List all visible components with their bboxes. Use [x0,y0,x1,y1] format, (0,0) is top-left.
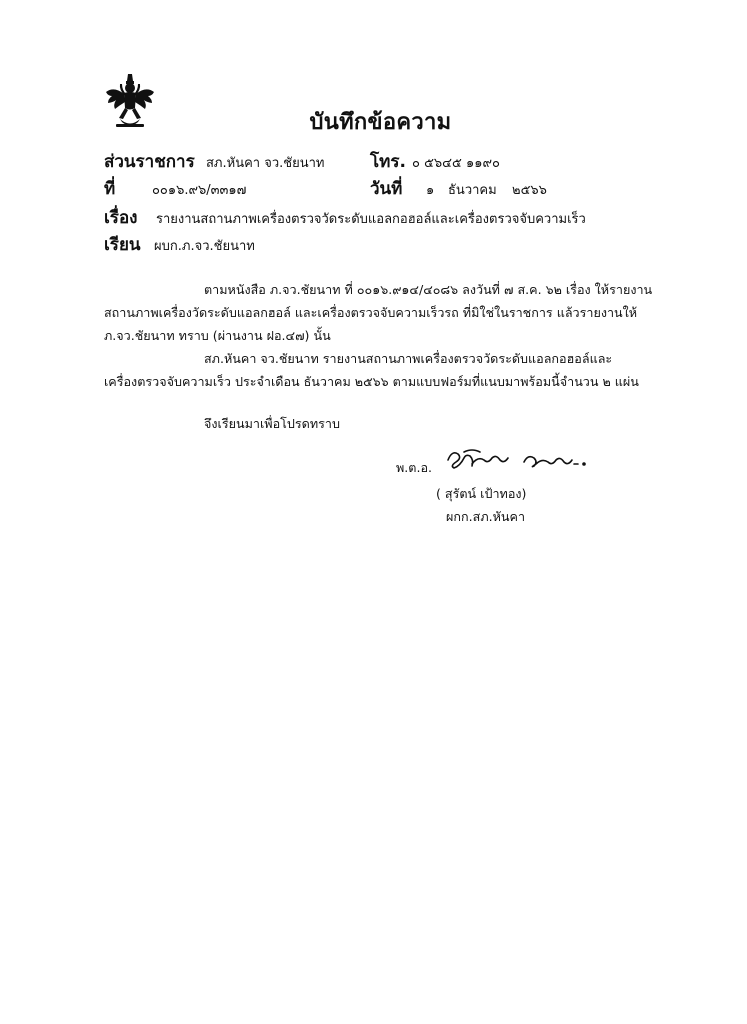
memo-title: บันทึกข้อความ [309,110,452,135]
handwritten-signature [444,446,590,474]
number-value: ๐๐๑๖.๙๖/๓๓๑๗ [152,183,247,198]
date-year: ๒๕๖๖ [512,183,547,198]
subject-value: รายงานสถานภาพเครื่องตรวจวัดระดับแอลกอฮอล์และเครื่องตรวจจับความเร็ว [156,212,586,227]
department-label: ส่วนราชการ [104,152,195,172]
body-paragraph-1-line-1: ตามหนังสือ ภ.จว.ชัยนาท ที่ ๐๐๑๖.๙๑๔/๔๐๘๖ ลงวันที่ ๗ ส.ค. ๖๒ เรื่อง ให้รายงาน [204,282,653,297]
signer-rank: พ.ต.อ. [396,460,433,475]
phone-value: ๐ ๕๖๔๕ ๑๑๙๐ [412,156,500,171]
signer-name: ( สุรัตน์ เป้าทอง) [436,486,527,501]
closing-line: จึงเรียนมาเพื่อโปรดทราบ [204,416,340,431]
signer-position: ผกก.สภ.หันคา [446,509,526,524]
number-label: ที่ [104,179,116,199]
body-paragraph-1-line-3: ภ.จว.ชัยนาท ทราบ (ผ่านงาน ฝอ.๔๗) นั้น [104,328,331,343]
recipient-label: เรียน [104,235,141,255]
date-month: ธันวาคม [448,183,497,198]
phone-label: โทร. [370,152,406,172]
body-paragraph-2-line-1: สภ.หันคา จว.ชัยนาท รายงานสถานภาพเครื่องตรวจวัดระดับแอลกอฮอล์และ [204,351,613,366]
department-value: สภ.หันคา จว.ชัยนาท [206,156,325,171]
recipient-value: ผบก.ภ.จว.ชัยนาท [154,239,255,254]
body-paragraph-2-line-2: เครื่องตรวจจับความเร็ว ประจำเดือน ธันวาคม ๒๕๖๖ ตามแบบฟอร์มที่แนบมาพร้อมนี้จำนวน ๒ แผ่น [104,374,639,389]
body-paragraph-1-line-2: สถานภาพเครื่องวัดระดับแอลกฮอล์ และเครื่องตรวจจับความเร็วรถ ที่มิใช่ในราชการ แล้วรายงานให้ [104,305,638,320]
department-row [104,148,195,175]
date-label: วันที่ [370,179,403,199]
subject-label: เรื่อง [104,208,138,228]
date-day: ๑ [426,183,435,198]
